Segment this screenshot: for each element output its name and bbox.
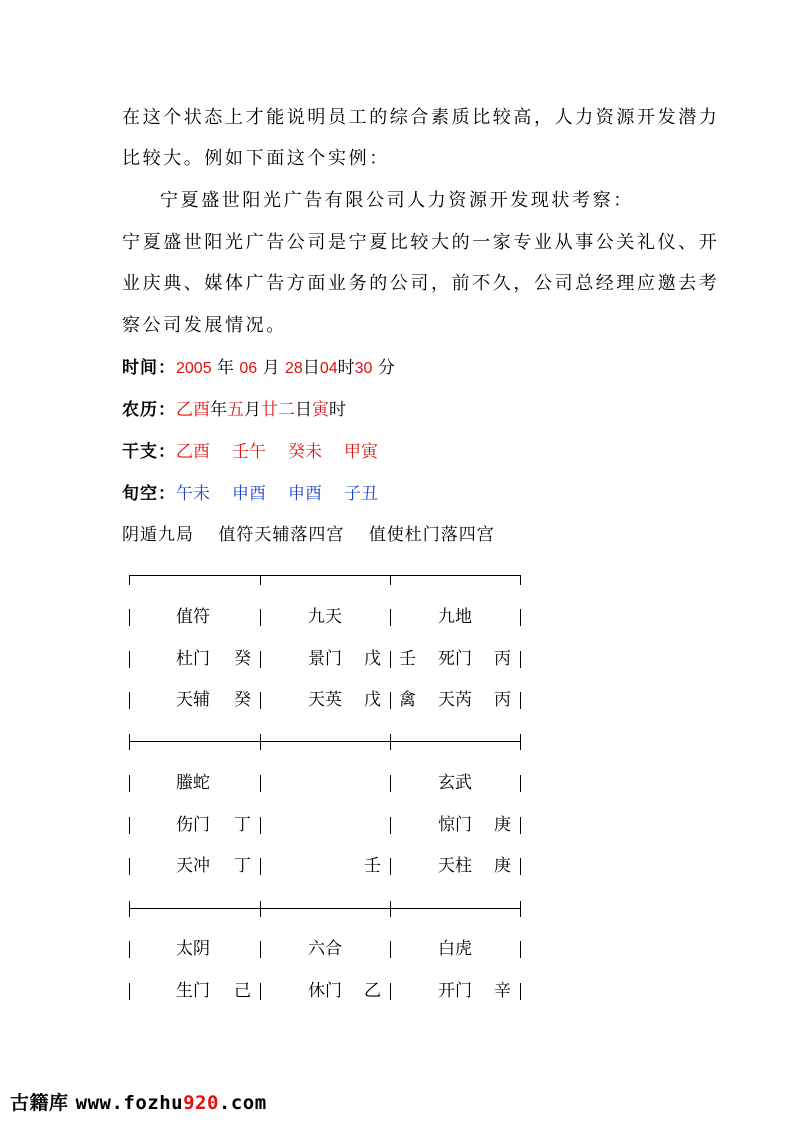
grid-tick	[520, 575, 521, 585]
cell-star-stem: 丙	[494, 690, 511, 710]
grid-bar	[390, 983, 391, 1000]
cell-star-stem: 癸	[234, 690, 251, 710]
grid-bar	[390, 775, 391, 792]
time-minute: 30	[354, 360, 373, 377]
ganzhi-hour: 甲寅	[344, 442, 378, 462]
footer-url-part-3: .com	[218, 1092, 267, 1114]
grid-bar	[129, 692, 130, 709]
grid-bar	[260, 775, 261, 792]
grid-bar	[260, 858, 261, 875]
grid-tick	[129, 575, 130, 585]
cell-star-stem: 庚	[494, 856, 511, 876]
lunar-label: 农历：	[122, 400, 176, 420]
grid-bar	[260, 609, 261, 626]
time-hour: 04	[319, 360, 338, 377]
example-heading: 宁夏盛世阳光广告有限公司人力资源开发现状考察：	[160, 190, 634, 211]
lunar-hour-gz: 寅	[312, 400, 329, 420]
grid-bar	[390, 941, 391, 958]
ganzhi-year: 乙酉	[176, 442, 210, 462]
cell-door: 休门	[308, 981, 342, 1001]
grid-bar	[129, 941, 130, 958]
grid-tick	[520, 901, 521, 917]
grid-bar	[520, 609, 521, 626]
footer-brand: 古籍库	[10, 1092, 69, 1114]
time-hour-unit: 时	[337, 358, 355, 378]
cell-star-stem: 丁	[234, 856, 251, 876]
grid-bar	[129, 858, 130, 875]
paragraph-line-4: 宁夏盛世阳光广告公司是宁夏比较大的一家专业从事公关礼仪、开	[122, 232, 720, 253]
cell-god: 白虎	[438, 939, 472, 959]
lunar-month: 五	[227, 400, 244, 420]
cell-star-stem: 壬	[364, 856, 381, 876]
grid-bar	[520, 692, 521, 709]
cell-door: 景门	[308, 649, 342, 669]
xunkong-label: 旬空：	[122, 484, 176, 504]
grid-line-top	[129, 575, 520, 576]
grid-bar	[129, 651, 130, 668]
grid-tick	[390, 734, 391, 750]
time-year: 2005	[176, 360, 212, 377]
grid-bar	[520, 858, 521, 875]
grid-line-mid-1	[129, 741, 520, 742]
cell-god: 六合	[308, 939, 342, 959]
grid-bar	[390, 692, 391, 709]
footer-url-part-2: 920	[183, 1092, 219, 1114]
grid-tick	[260, 575, 261, 585]
cell-left-stem: 壬	[399, 649, 416, 669]
time-day-unit: 日	[302, 358, 320, 378]
grid-tick	[260, 901, 261, 917]
grid-bar	[520, 775, 521, 792]
time-month-unit: 月	[262, 358, 280, 378]
xunkong-month: 申酉	[232, 484, 266, 504]
grid-bar	[390, 817, 391, 834]
cell-left-stem: 禽	[399, 690, 416, 710]
cell-god: 太阴	[176, 939, 210, 959]
lunar-month-unit: 月	[244, 400, 261, 420]
cell-star: 天冲	[176, 856, 210, 876]
cell-star: 天柱	[438, 856, 472, 876]
grid-bar	[390, 651, 391, 668]
grid-bar	[260, 692, 261, 709]
grid-bar	[260, 941, 261, 958]
grid-bar	[520, 651, 521, 668]
lunar-year-unit: 年	[210, 400, 227, 420]
cell-door: 死门	[438, 649, 472, 669]
paragraph-line-5: 业庆典、媒体广告方面业务的公司，前不久，公司总经理应邀去考	[122, 273, 720, 294]
grid-tick	[390, 901, 391, 917]
grid-bar	[390, 858, 391, 875]
paragraph-line-2: 比较大。例如下面这个实例：	[122, 148, 390, 169]
lunar-hour-unit: 时	[329, 400, 346, 420]
grid-tick	[520, 734, 521, 750]
grid-bar	[260, 817, 261, 834]
grid-tick	[260, 734, 261, 750]
time-minute-unit: 分	[377, 358, 395, 378]
cell-door-stem: 戊	[364, 649, 381, 669]
cell-door: 杜门	[176, 649, 210, 669]
cell-star-stem: 戊	[364, 690, 381, 710]
grid-tick	[390, 575, 391, 585]
grid-tick	[129, 901, 130, 917]
cell-door: 惊门	[438, 815, 472, 835]
cell-door-stem: 乙	[364, 981, 381, 1001]
grid-bar	[129, 609, 130, 626]
time-label: 时间：	[122, 358, 176, 378]
footer-url-part-1: www.fozhu	[75, 1092, 184, 1114]
grid-tick	[129, 734, 130, 750]
time-month: 06	[239, 360, 258, 377]
cell-star: 天英	[308, 690, 342, 710]
time-year-unit: 年	[217, 358, 234, 378]
lunar-day: 廿二	[261, 400, 295, 420]
cell-door-stem: 辛	[494, 981, 511, 1001]
ganzhi-label: 干支：	[122, 442, 176, 462]
cell-god: 玄武	[438, 773, 472, 793]
xunkong-year: 午未	[176, 484, 210, 504]
time-day: 28	[285, 360, 303, 377]
ganzhi-day: 癸未	[288, 442, 322, 462]
grid-bar	[390, 609, 391, 626]
ganzhi-month: 壬午	[232, 442, 266, 462]
cell-star: 天辅	[176, 690, 210, 710]
cell-door-stem: 己	[234, 981, 251, 1001]
grid-bar	[260, 651, 261, 668]
grid-bar	[129, 983, 130, 1000]
grid-bar	[520, 983, 521, 1000]
paragraph-line-1: 在这个状态上才能说明员工的综合素质比较高，人力资源开发潜力	[122, 107, 720, 128]
cell-door-stem: 庚	[494, 815, 511, 835]
lunar-year-gz: 乙酉	[176, 400, 210, 420]
footer-watermark	[10, 1088, 267, 1115]
cell-god: 值符	[176, 607, 210, 627]
grid-bar	[129, 817, 130, 834]
ju-line: 阴遁九局 值符天辅落四宫 值使杜门落四宫	[122, 525, 495, 545]
grid-bar	[520, 817, 521, 834]
paragraph-line-6: 察公司发展情况。	[122, 315, 287, 336]
cell-door-stem: 丁	[234, 815, 251, 835]
grid-line-mid-2	[129, 908, 520, 909]
cell-god: 九地	[438, 607, 472, 627]
cell-door: 开门	[438, 981, 472, 1001]
cell-door: 伤门	[176, 815, 210, 835]
cell-door: 生门	[176, 981, 210, 1001]
grid-bar	[129, 775, 130, 792]
cell-star: 天芮	[438, 690, 472, 710]
cell-door-stem: 癸	[234, 649, 251, 669]
lunar-day-unit: 日	[295, 400, 312, 420]
cell-door-stem: 丙	[494, 649, 511, 669]
cell-god: 九天	[308, 607, 342, 627]
cell-god: 螣蛇	[176, 773, 210, 793]
grid-bar	[260, 983, 261, 1000]
grid-bar	[520, 941, 521, 958]
xunkong-day: 申酉	[288, 484, 322, 504]
xunkong-hour: 子丑	[344, 484, 378, 504]
